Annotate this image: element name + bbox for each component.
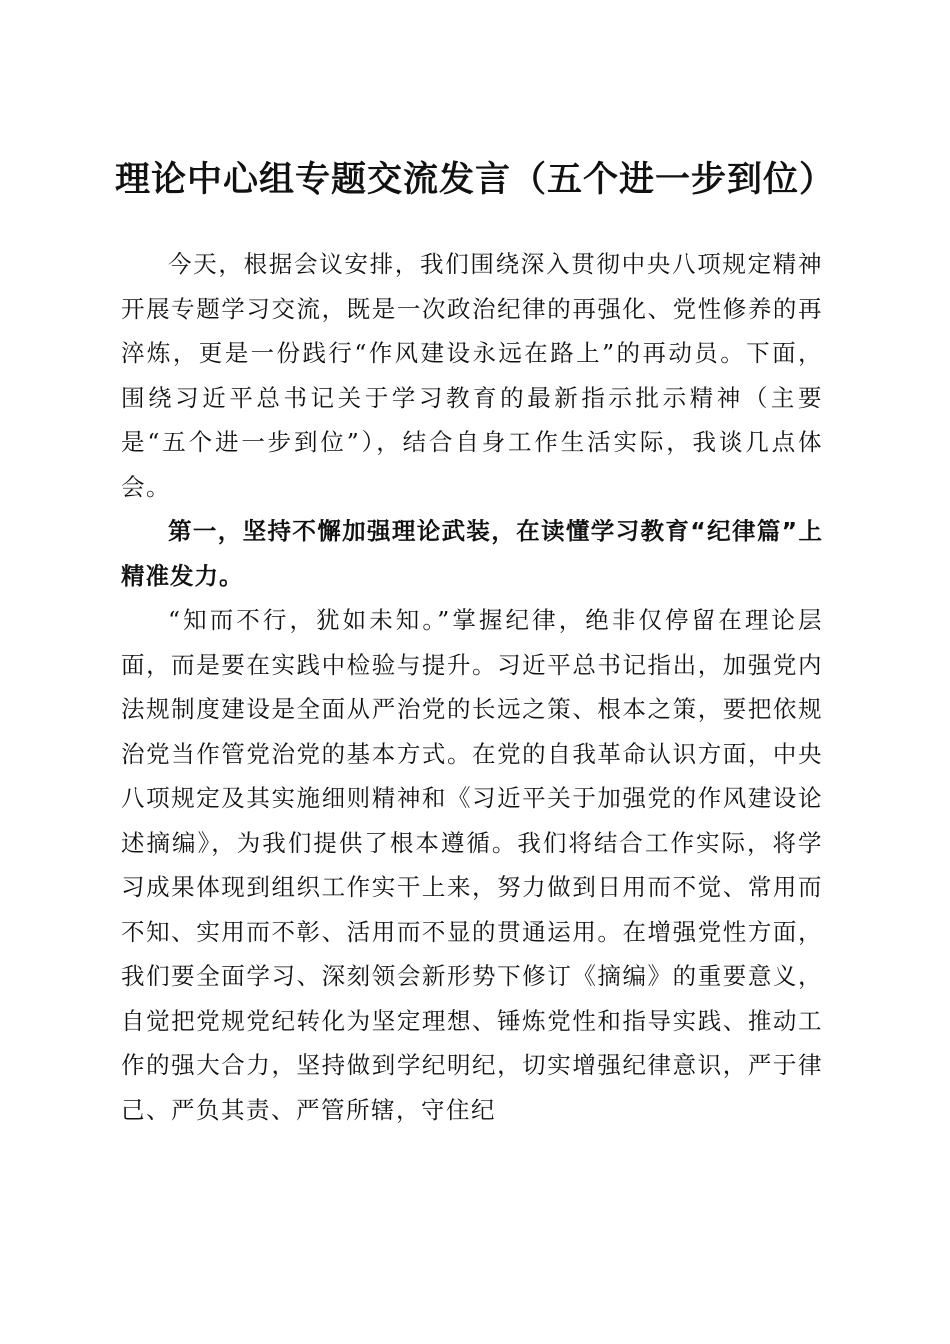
- intro-paragraph: 今天，根据会议安排，我们围绕深入贯彻中央八项规定精神开展专题学习交流，既是一次政治纪律的再强化、党性修养的再淬炼，更是一份践行“作风建设永远在路上”的再动员。下面，围绕习近平总书记关于学习教育的最新指示批示精神（主要是“五个进一步到位”），结合自身工作生活实际，我谈几点体会。: [121, 250, 823, 501]
- section-1-paragraph: “知而不行，犹如未知。”掌握纪律，绝非仅停留在理论层面，而是要在实践中检验与提升。习近平总书记指出，加强党内法规制度建设是全面从严治党的长远之策、根本之策，要把依规治党当作管党治党的基本方式。在党的自我革命认识方面，中央八项规定及其实施细则精神和《习近平关于加强党的作风建设论述摘编》，为我们提供了根本遵循。我们将结合工作实际，将学习成果体现到组织工作实干上来，努力做到日用而不觉、常用而不知、实用而不彰、活用而不显的贯通运用。在增强党性方面，我们要全面学习、深刻领会新形势下修订《摘编》的重要意义，自觉把党规党纪转化为坚定理想、锤炼党性和指导实践、推动工作的强大合力，坚持做到学纪明纪，切实增强纪律意识，严于律己、严负其责、严管所辖，守住纪: [121, 606, 823, 1124]
- document-body: [121, 242, 823, 1132]
- section-heading-1: 第一，坚持不懈加强理论武装，在读懂学习教育“纪律篇”上精准发力。: [121, 517, 823, 590]
- document-title: 理论中心组专题交流发言（五个进一步到位）: [114, 159, 835, 200]
